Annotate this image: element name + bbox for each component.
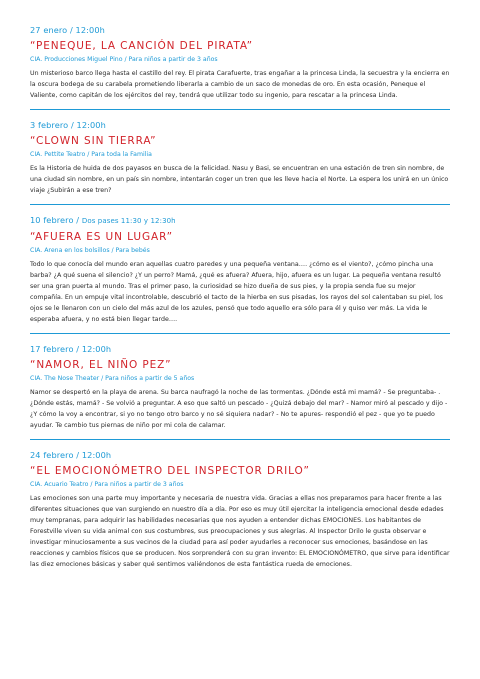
event-company: CIA. Producciones Miguel Pino / Para niños a partir de 3 años (30, 56, 218, 63)
event-description: Todo lo que conocía del mundo eran aquellas cuatro paredes y una pequeña ventana…. ¿cómo es el viento?, ¿cómo pincha una barba? ¿A qué suena el silencio? ¿Y un perro? Mamá, ¿qué es afuera? Afuera, hijo, afuera es un lugar. La pequeña ventana resultó ser una gran puerta al mundo. Tras el primer paso, la curiosidad se hizo dueña de sus pies, y la propia senda fue su mejor compañía. En un empuje vital incontrolable, descubrió el tacto de la hierba en sus pisadas, los rayos del sol calentaban su piel, los ojos se le llenaron con un cielo del más azul de los azules, pensó que todo aquello era sólo para él y quiso ver más. La vida le esperaba afuera, y no está bien llegar tarde…. (30, 261, 443, 323)
event-namor (30, 344, 450, 431)
event-company: CIA. Arena en los bolsillos / Para bebés (30, 247, 150, 254)
event-title: “CLOWN SIN TIERRA” (30, 135, 157, 147)
event-date (30, 25, 450, 36)
event-title: “AFUERA ES UN LUGAR” (30, 231, 173, 243)
event-description: Un misterioso barco llega hasta el castillo del rey. El pirata Carafuerte, tras engañar a la princesa Linda, la secuestra y la encierra en la oscura bodega de su carabela prometiendo liberarla a cambio de un saco de monedas de oro. En esta ocasión, Peneque el Valiente, como capitán de los ejércitos del rey, tendrá que utilizar todo su ingenio, para rescatar a la princesa Linda. (30, 70, 450, 99)
divider (30, 333, 450, 334)
divider (30, 204, 450, 205)
event-title: “PENEQUE, LA CANCIÓN DEL PIRATA” (30, 40, 253, 52)
event-date-text: 27 enero / 12:00h (30, 25, 105, 35)
event-date-text: 3 febrero / 12:00h (30, 120, 106, 130)
event-company: CIA. The Nose Theater / Para niños a partir de 5 años (30, 375, 195, 382)
event-date (30, 344, 450, 355)
divider (30, 439, 450, 440)
event-description: Namor se despertó en la playa de arena. Su barca naufragó la noche de las tormentas. ¿Dónde está mi mamá? - Se preguntaba- . ¿Dónde estás, mamá? - Se volvió a preguntar. A eso que saltó un pescado - ¿Quizá debajo del mar? - Namor miró al pescado y dijo - ¿Y cómo la voy a encontrar, si yo no tengo otro barco y no sé siquiera nadar? - No te apures- respondió el pez - que yo te puedo ayudar. Te cambio tus piernas de niño por mi cola de calamar. (30, 389, 448, 429)
event-date-text: 10 febrero / (30, 215, 82, 225)
event-title: “NAMOR, EL NIÑO PEZ” (30, 359, 172, 371)
event-title: “EL EMOCIONÓMETRO DEL INSPECTOR DRILO” (30, 465, 310, 477)
event-date-text: 24 febrero / 12:00h (30, 450, 112, 460)
event-peneque (30, 25, 450, 101)
event-date (30, 120, 450, 131)
event-description: Las emociones son una parte muy importante y necesaria de nuestra vida. Gracias a ellas nos preparamos para hacer frente a las diferentes situaciones que van surgiendo en nuestro día a día. Por eso es muy útil ejercitar la inteligencia emocional desde edades muy tempranas, para adquirir las habilidades necesarias que nos ayuden a entender dichas EMOCIONES. Los habitantes de Forestville viven su vida animal con sus costumbres, sus preocupaciones y sus alegrías. Al Inspector Drilo le gusta observar e investigar minuciosamente a sus vecinos de la ciudad para así poder ayudarles a reconocer sus emociones, basándose en las reacciones y cambios físicos que se producen. Nos sorprenderá con su gran invento: EL EMOCIONÓMETRO, que sirve para identificar las diez emociones básicas y saber qué sentimos valiéndonos de esta fantástica rueda de emociones. (30, 495, 450, 568)
event-company: CIA. Pettite Teatro / Para toda la Familia (30, 151, 152, 158)
event-clown-sin-tierra (30, 120, 450, 196)
event-date (30, 215, 450, 227)
event-date (30, 450, 450, 461)
divider (30, 109, 450, 110)
event-company: CIA. Acuario Teatro / Para niños a partir de 3 años (30, 481, 184, 488)
event-date-text: 17 febrero / 12:00h (30, 344, 112, 354)
event-emocionometro (30, 450, 450, 570)
event-afuera-es-un-lugar (30, 215, 450, 325)
event-description: Es la Historia de huida de dos payasos en busca de la felicidad. Nasu y Basi, se encuentran en una estación de tren sin nombre, de una ciudad sin nombre, en un país sin nombre, intentarán coger un tren que les lleve hacia el Norte. La espera los unirá en un único viaje ¿Subirán a ese tren? (30, 165, 449, 194)
event-date-extra: Dos pases 11:30 y 12:30h (81, 217, 176, 225)
